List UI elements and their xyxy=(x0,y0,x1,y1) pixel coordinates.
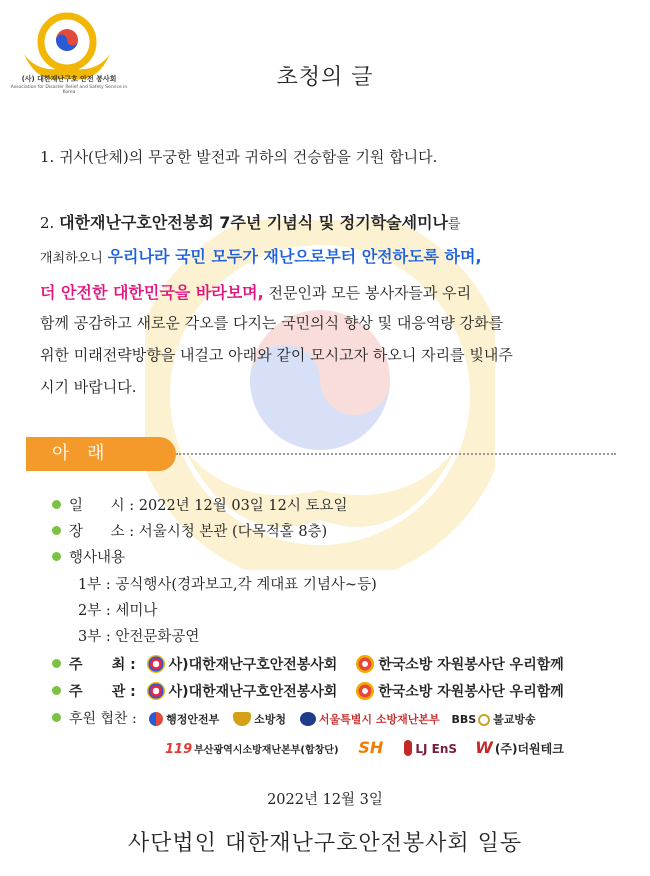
event-suffix: 를 xyxy=(448,217,461,232)
fire-volunteer-emblem-icon xyxy=(356,655,374,673)
section-divider xyxy=(176,453,616,455)
paragraph-2-line-5: 위한 미래전략방향을 내걸고 아래와 같이 모시고자 하오니 자리를 빛내주 xyxy=(40,346,513,364)
issue-date: 2022년 12월 3일 xyxy=(267,792,383,808)
sponsor-nfa: 소방청 xyxy=(233,713,290,726)
highlight-magenta: 더 안전한 대한민국을 바라보며, xyxy=(40,283,264,302)
paragraph-2-line-4: 함께 공감하고 새로운 각오를 다지는 국민의식 향상 및 대응역량 강화를 xyxy=(40,314,504,332)
watermark-emblem xyxy=(145,220,495,570)
sponsor-bbs: BBS 불교방송 xyxy=(451,713,536,726)
line2-prefix: 개최하오니 xyxy=(40,251,103,266)
paragraph-1: 1. 귀사(단체)의 무궁한 발전과 귀하의 건승함을 기원 합니다. xyxy=(40,148,438,166)
event-name: 대한재난구호안전봉회 7주년 기념식 및 정기학술세미나 xyxy=(59,213,448,232)
fire-volunteer-emblem-icon xyxy=(356,682,374,700)
paragraph-2-number: 2. xyxy=(40,214,55,232)
line3-rest: 전문인과 모든 봉사자들과 우리 xyxy=(263,284,472,302)
sponsor-ljens: LJ EnS xyxy=(404,742,461,756)
bullet-icon xyxy=(52,526,61,535)
sponsor-theonetech: W (주)더원테크 xyxy=(475,738,564,757)
sponsor-seoul-fire: 서울특별시 소방재난본부 xyxy=(300,713,444,726)
logo-name-en: Association for Disaster Relief and Safety Service in Korea xyxy=(10,85,128,95)
paragraph-2-line-3 xyxy=(40,280,471,303)
detail-place xyxy=(52,520,327,541)
sponsor-mois: 행정안전부 xyxy=(149,713,223,726)
organizer-row xyxy=(52,681,564,701)
organizer-org-1: 사)대한재난구호안전봉사회 xyxy=(168,684,338,700)
host-org-1: 사)대한재난구호안전봉사회 xyxy=(168,657,338,673)
bullet-icon xyxy=(52,713,61,722)
detail-program xyxy=(52,546,125,567)
sponsor-sh: SH xyxy=(358,738,384,757)
fire-agency-logo-icon xyxy=(233,712,251,726)
program-label: 행사내용 xyxy=(69,550,126,566)
sponsor-row-1 xyxy=(52,708,536,728)
mois-logo-icon xyxy=(149,712,163,726)
seoul-fire-logo-icon xyxy=(300,712,316,726)
place-text: 장 소 : 서울시청 본관 (다목적홀 8층) xyxy=(69,524,328,540)
paragraph-2-line-6: 시기 바랍니다. xyxy=(40,378,137,396)
below-section-tab: 아 래 xyxy=(26,437,176,471)
association-emblem-icon xyxy=(147,655,165,673)
host-label: 주 최 : xyxy=(69,657,136,673)
119-logo-icon: 119 xyxy=(165,742,193,757)
detail-datetime xyxy=(52,494,348,515)
sponsor-row-2 xyxy=(165,738,564,757)
theonetech-logo-icon: W xyxy=(475,738,493,757)
association-emblem-icon xyxy=(147,682,165,700)
signature-footer: 사단법인 대한재난구호안전봉사회 일동 xyxy=(127,831,523,856)
paragraph-2-line-1 xyxy=(40,210,461,233)
organizer-label: 주 관 : xyxy=(69,684,136,700)
program-part-1: 1부 : 공식행사(경과보고,각 계대표 기념사~등) xyxy=(78,577,377,593)
bbs-logo-icon xyxy=(478,714,490,726)
bullet-icon xyxy=(52,659,61,668)
bullet-icon xyxy=(52,552,61,561)
logo-name: (사) 대한재난구호 안전 봉사회 xyxy=(21,75,117,83)
program-part-2: 2부 : 세미나 xyxy=(78,603,158,619)
bullet-icon xyxy=(52,500,61,509)
host-row xyxy=(52,654,564,674)
datetime-text: 일 시 : 2022년 12월 03일 12시 토요일 xyxy=(69,498,348,514)
paragraph-2-line-2 xyxy=(40,244,482,267)
highlight-blue: 우리나라 국민 모두가 재난으로부터 안전하도록 하며, xyxy=(107,247,482,266)
ljens-logo-icon xyxy=(404,740,412,756)
page-title: 초청의 글 xyxy=(276,65,374,90)
host-org-2: 한국소방 자원봉사단 우리함께 xyxy=(378,657,564,673)
sponsor-label: 후원 협찬 : xyxy=(69,711,137,727)
bullet-icon xyxy=(52,686,61,695)
organizer-org-2: 한국소방 자원봉사단 우리함께 xyxy=(378,684,564,700)
sponsor-busan-fire: 119 부산광역시소방재난본부(합창단) xyxy=(165,742,339,757)
program-part-3: 3부 : 안전문화공연 xyxy=(78,629,200,645)
